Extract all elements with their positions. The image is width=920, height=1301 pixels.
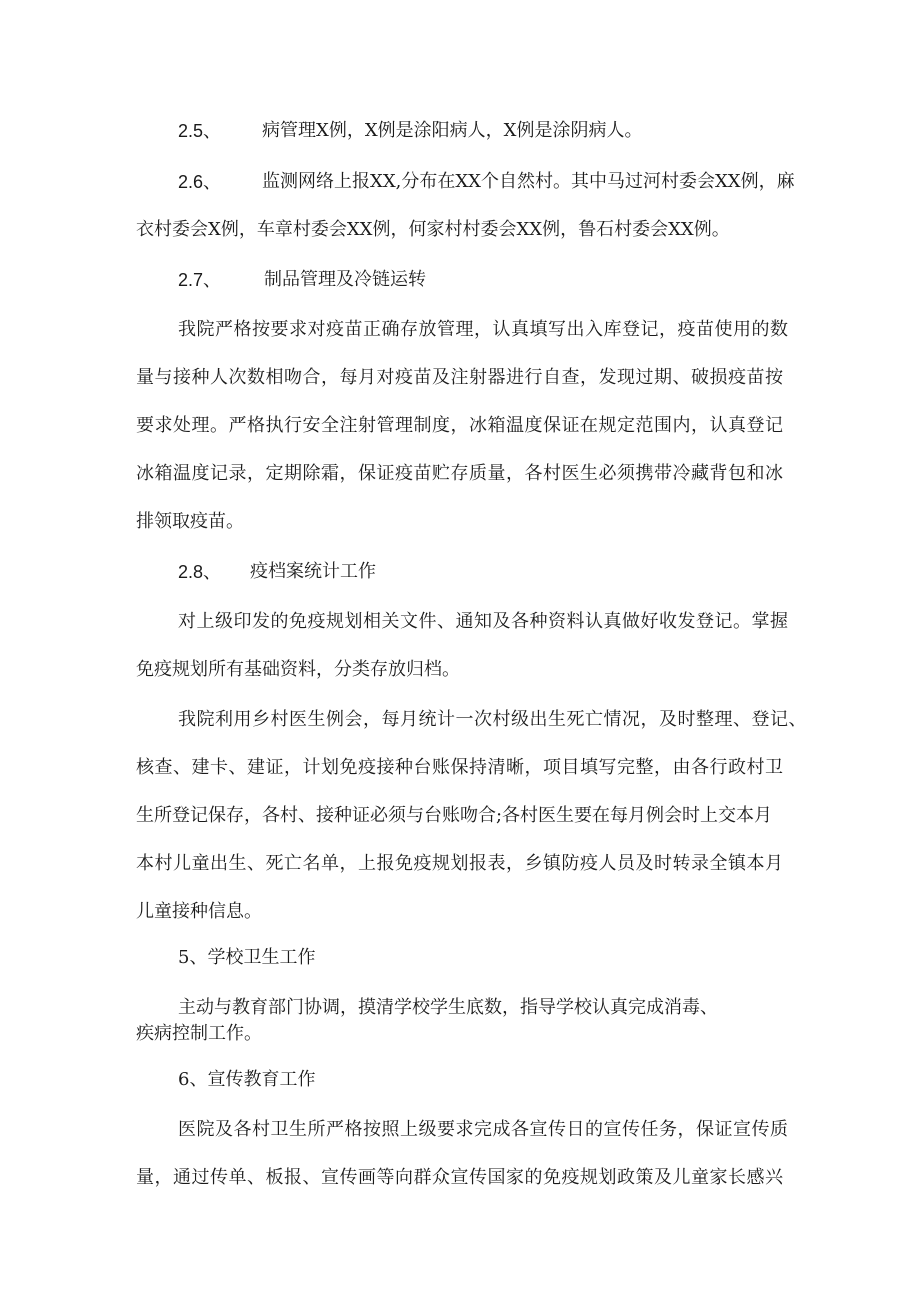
section-2-6-line-1: 监测网络上报XX,分布在XX个自然村。其中马过河村委会XX例，麻 — [262, 171, 795, 192]
section-6-title: 6、宣传教育工作 — [178, 1069, 316, 1090]
section-5-title: 5、学校卫生工作 — [178, 947, 316, 968]
section-2-6-line-2: 衣村委会X例，车章村委会XX例，何家村村委会XX例，鲁石村委会XX例。 — [136, 219, 730, 240]
section-2-7-title: 制品管理及冷链运转 — [264, 269, 426, 290]
paragraph-2-7-line-2: 量与接种人次数相吻合，每月对疫苗及注射器进行自查，发现过期、破损疫苗按 — [136, 367, 784, 388]
paragraph-2-8b-line-1: 我院利用乡村医生例会，每月统计一次村级出生死亡情况，及时整理、登记、 — [178, 709, 807, 730]
paragraph-2-8b-line-2: 核查、建卡、建证，计划免疫接种台账保持清晰，项目填写完整，由各行政村卫 — [136, 757, 784, 778]
paragraph-2-7-line-1: 我院严格按要求对疫苗正确存放管理，认真填写出入库登记，疫苗使用的数 — [178, 319, 789, 340]
paragraph-2-7-line-3: 要求处理。严格执行安全注射管理制度，冰箱温度保证在规定范围内，认真登记 — [136, 415, 784, 436]
paragraph-5-line-1: 主动与教育部门协调，摸清学校学生底数，指导学校认真完成消毒、 — [178, 997, 718, 1018]
paragraph-2-7-line-5: 排领取疫苗。 — [136, 511, 244, 532]
paragraph-2-8a-line-2: 免疫规划所有基础资料，分类存放归档。 — [136, 659, 460, 680]
paragraph-2-8b-line-4: 本村儿童出生、死亡名单，上报免疫规划报表，乡镇防疫人员及时转录全镇本月 — [136, 853, 784, 874]
paragraph-5-line-2: 疾病控制工作。 — [136, 1023, 262, 1044]
paragraph-2-8b-line-3: 生所登记保存，各村、接种证必须与台账吻合;各村医生要在每月例会时上交本月 — [136, 805, 773, 826]
paragraph-2-7-line-4: 冰箱温度记录，定期除霜，保证疫苗贮存质量，各村医生必须携带冷藏背包和冰 — [136, 463, 784, 484]
section-2-8-title: 疫档案统计工作 — [250, 561, 376, 582]
section-2-7-number: 2.7、 — [178, 270, 222, 290]
paragraph-6-line-1: 医院及各村卫生所严格按照上级要求完成各宣传日的宣传任务，保证宣传质 — [178, 1119, 789, 1140]
paragraph-2-8a-line-1: 对上级印发的免疫规划相关文件、通知及各种资料认真做好收发登记。掌握 — [178, 611, 789, 632]
section-2-8-number: 2.8、 — [178, 562, 222, 582]
paragraph-6-line-2: 量，通过传单、板报、宣传画等向群众宣传国家的免疫规划政策及儿童家长感兴 — [136, 1167, 784, 1188]
section-2-5-number: 2.5、 — [178, 121, 222, 141]
paragraph-2-8b-line-5: 儿童接种信息。 — [136, 901, 262, 922]
section-2-6-number: 2.6、 — [178, 172, 222, 192]
section-2-5-text: 病管理X例，X例是涂阳病人，X例是涂阴病人。 — [262, 120, 643, 141]
